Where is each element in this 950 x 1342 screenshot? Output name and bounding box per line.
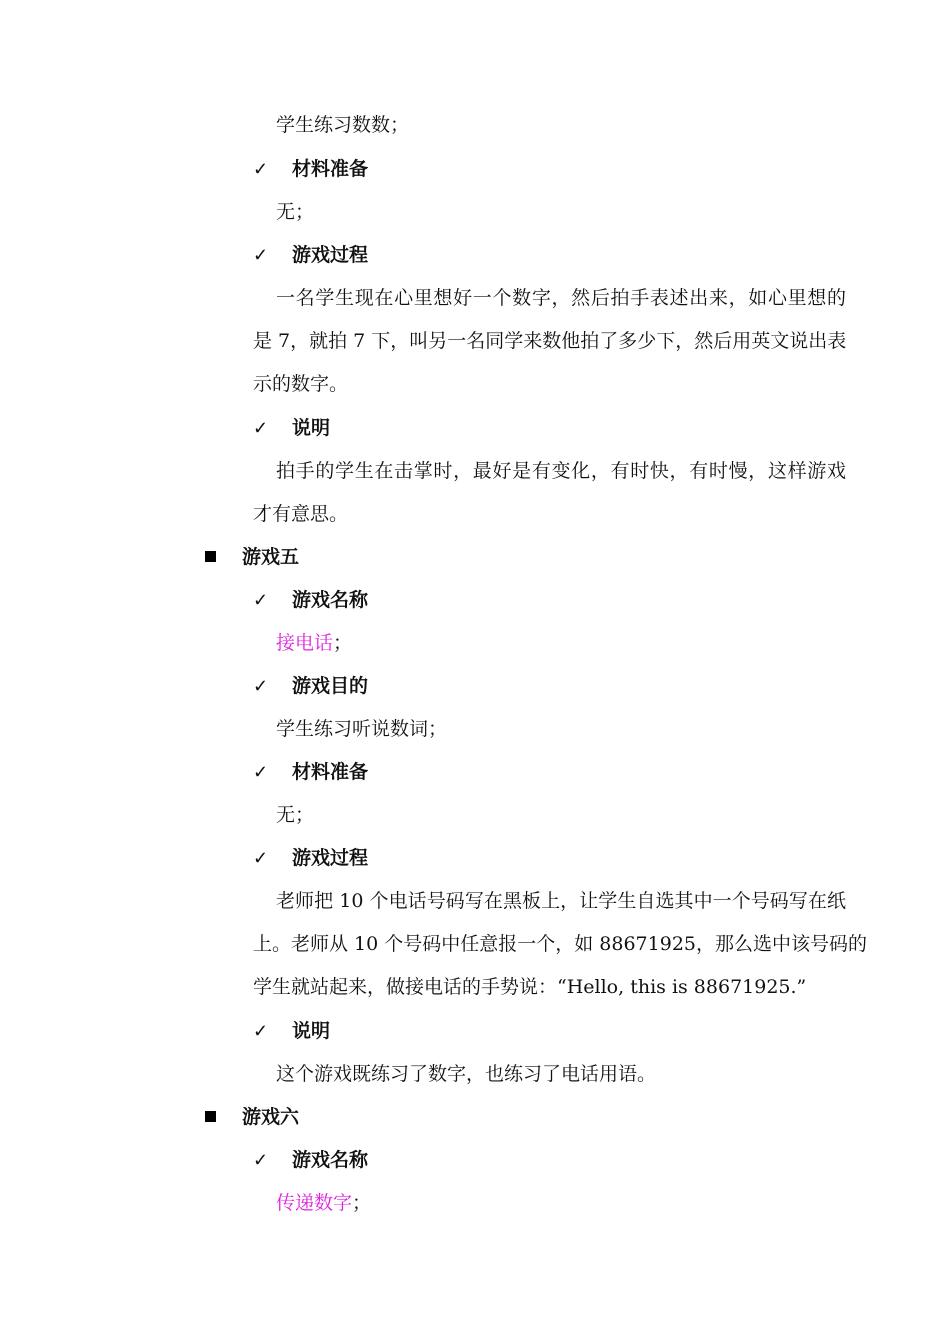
subsection-heading [253, 154, 368, 184]
subsection-title: 游戏过程 [292, 244, 369, 266]
subsection-heading [253, 1016, 330, 1046]
subsection-title: 游戏名称 [292, 589, 369, 611]
subsection-title: 游戏目的 [292, 675, 369, 697]
check-mark-icon: ✓ [253, 590, 269, 611]
subsection-title: 说明 [292, 1020, 331, 1042]
black-square-icon [205, 551, 216, 562]
check-mark-icon: ✓ [253, 159, 269, 180]
game-name: 接电话 [276, 632, 334, 654]
paragraph-line: 是 7，就拍 7 下，叫另一名同学来数他拍了多少下，然后用英文说出表 [253, 330, 847, 352]
paragraph-line: 无； [276, 201, 315, 223]
subsection-heading [253, 585, 368, 615]
section-heading [205, 1102, 299, 1132]
paragraph-line: 拍手的学生在击掌时，最好是有变化，有时快，有时慢，这样游戏 [276, 460, 846, 482]
section-heading [205, 542, 299, 572]
black-square-icon [205, 1111, 216, 1122]
paragraph-line: 学生就站起来，做接电话的手势说：“Hello, this is 88671925.” [253, 976, 807, 998]
subsection-heading [253, 413, 330, 443]
paragraph-line: 学生练习听说数词； [276, 718, 448, 740]
subsection-title: 说明 [292, 417, 331, 439]
paragraph-line: 示的数字。 [253, 373, 349, 395]
punctuation: ； [333, 632, 353, 654]
section-title: 游戏六 [242, 1106, 300, 1128]
check-mark-icon: ✓ [253, 1021, 269, 1042]
paragraph-line: 一名学生现在心里想好一个数字，然后拍手表述出来，如心里想的 [276, 287, 846, 309]
subsection-heading [253, 1145, 368, 1175]
subsection-title: 游戏过程 [292, 847, 369, 869]
subsection-title: 材料准备 [292, 158, 369, 180]
game-name: 传递数字 [276, 1192, 353, 1214]
paragraph-line: 上。老师从 10 个号码中任意报一个，如 88671925，那么选中该号码的 [253, 933, 868, 955]
paragraph-line: 无； [276, 804, 315, 826]
paragraph-line: 老师把 10 个电话号码写在黑板上，让学生自选其中一个号码写在纸 [276, 890, 846, 912]
section-title: 游戏五 [242, 546, 300, 568]
check-mark-icon: ✓ [253, 762, 269, 783]
paragraph-line: 学生练习数数； [276, 114, 410, 136]
game-name-line [276, 1188, 371, 1218]
paragraph-line: 才有意思。 [253, 503, 349, 525]
subsection-heading [253, 240, 368, 270]
subsection-heading [253, 671, 368, 701]
subsection-heading [253, 757, 368, 787]
check-mark-icon: ✓ [253, 848, 269, 869]
check-mark-icon: ✓ [253, 245, 269, 266]
subsection-heading [253, 843, 368, 873]
paragraph-line: 这个游戏既练习了数字，也练习了电话用语。 [276, 1063, 657, 1085]
check-mark-icon: ✓ [253, 676, 269, 697]
check-mark-icon: ✓ [253, 1150, 269, 1171]
check-mark-icon: ✓ [253, 418, 269, 439]
subsection-title: 材料准备 [292, 761, 369, 783]
punctuation: ； [352, 1192, 372, 1214]
game-name-line [276, 628, 352, 658]
subsection-title: 游戏名称 [292, 1149, 369, 1171]
